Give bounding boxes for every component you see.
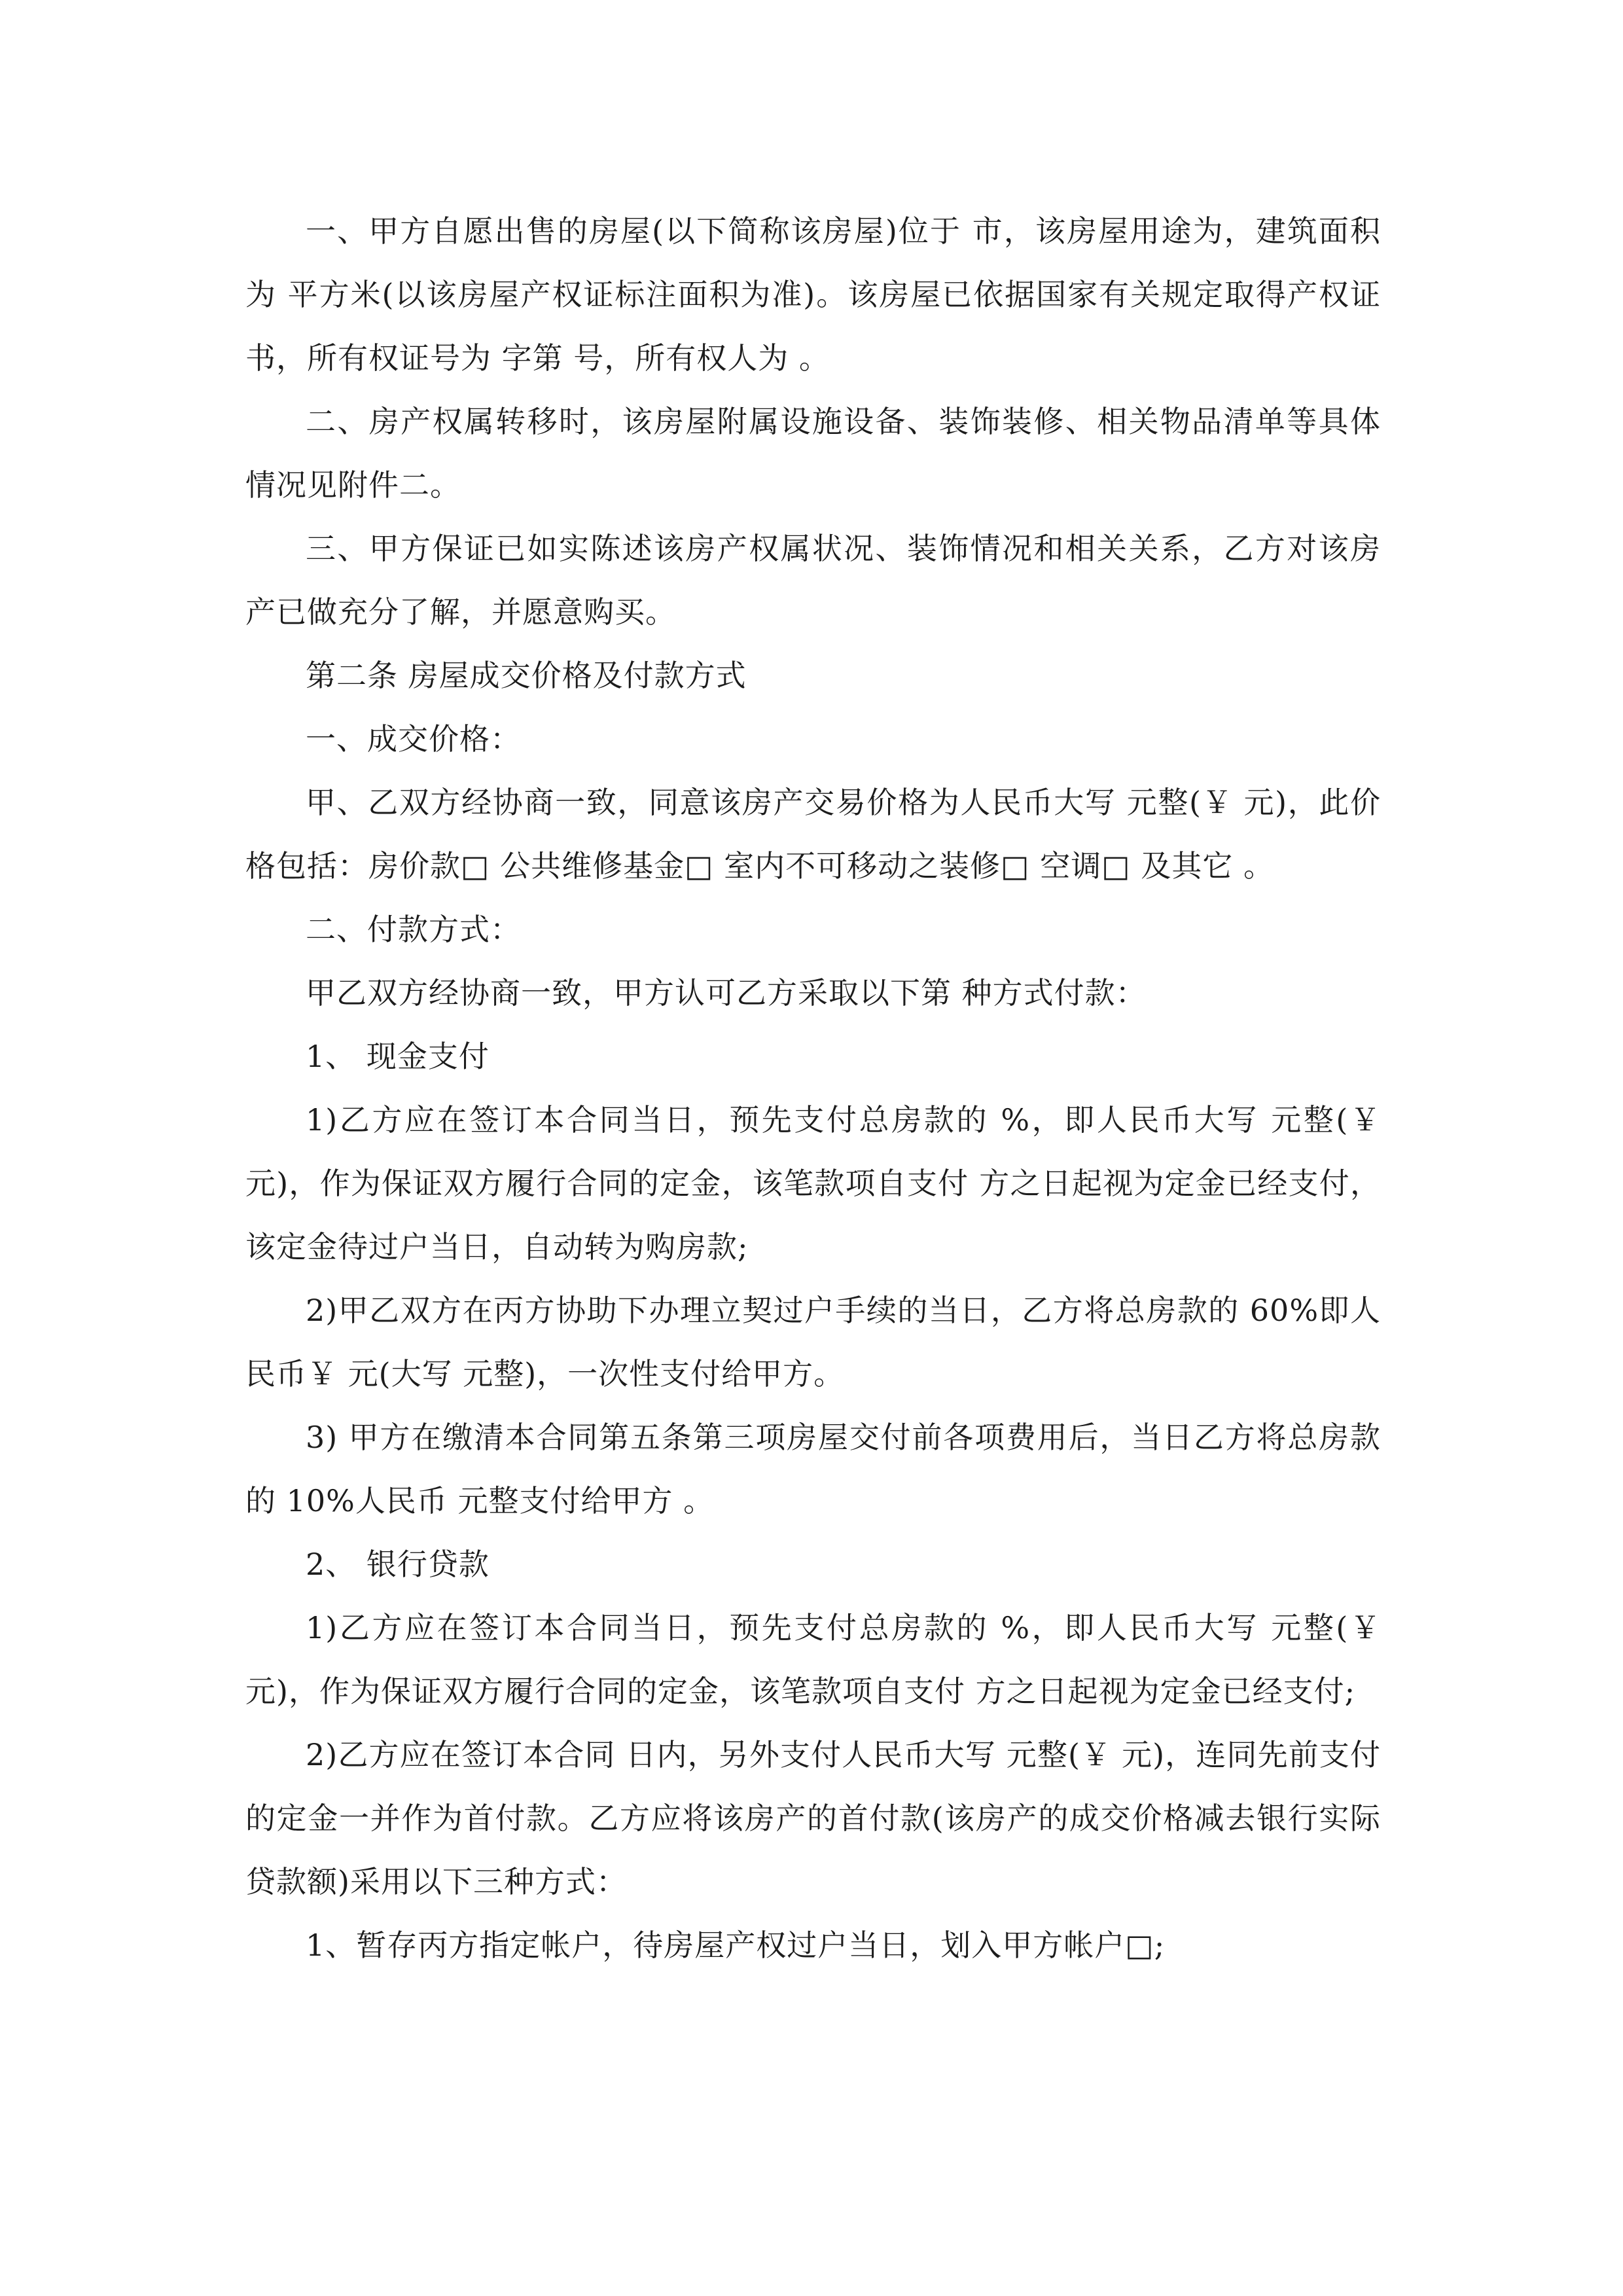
contract-page bbox=[245, 200, 1381, 1977]
bank-loan-heading: 2、 银行贷款 bbox=[306, 1547, 490, 1582]
article-2-heading: 第二条 房屋成交价格及付款方式 bbox=[306, 658, 747, 693]
payment-method-heading: 二、付款方式： bbox=[306, 912, 521, 947]
cash-payment-heading: 1、 现金支付 bbox=[306, 1039, 490, 1074]
bank-loan-item-2: 2)乙方应在签订本合同 日内，另外支付人民币大写 元整(￥ 元)，连同先前支付的定金一并作为首付款。乙方应将该房产的首付款(该房产的成交价格减去银行实际贷款额)采用以下三种方式： bbox=[245, 1737, 1381, 1899]
clause-1-property-location: 一、甲方自愿出售的房屋(以下简称该房屋)位于 市，该房屋用途为，建筑面积为 平方米(以该房屋产权证标注面积为准)。该房屋已依据国家有关规定取得产权证书，所有权证号为 字第 号，所有权人为 。 bbox=[245, 213, 1381, 376]
transaction-price-text: 甲、乙双方经协商一致，同意该房产交易价格为人民币大写 元整(￥ 元)，此价格包括：房价款□ 公共维修基金□ 室内不可移动之装修□ 空调□ 及其它 。 bbox=[245, 785, 1381, 884]
bank-loan-item-1: 1)乙方应在签订本合同当日，预先支付总房款的 %，即人民币大写 元整(￥ 元)，作为保证双方履行合同的定金，该笔款项自支付 方之日起视为定金已经支付; bbox=[245, 1610, 1381, 1709]
cash-payment-item-1: 1)乙方应在签订本合同当日，预先支付总房款的 %，即人民币大写 元整(￥ 元)，作为保证双方履行合同的定金，该笔款项自支付 方之日起视为定金已经支付，该定金待过户当日，自动转为购房款; bbox=[245, 1102, 1381, 1265]
clause-3-seller-guarantee: 三、甲方保证已如实陈述该房产权属状况、装饰情况和相关关系，乙方对该房产已做充分了解，并愿意购买。 bbox=[245, 531, 1381, 630]
transaction-price-heading: 一、成交价格： bbox=[306, 721, 521, 757]
bank-loan-option-1: 1、暂存丙方指定帐户，待房屋产权过户当日，划入甲方帐户□; bbox=[306, 1928, 1166, 1963]
cash-payment-item-2: 2)甲乙双方在丙方协助下办理立契过户手续的当日，乙方将总房款的 60%即人民币￥ 元(大写 元整)，一次性支付给甲方。 bbox=[245, 1293, 1381, 1391]
payment-method-intro: 甲乙双方经协商一致，甲方认可乙方采取以下第 种方式付款： bbox=[306, 975, 1147, 1011]
cash-payment-item-3: 3) 甲方在缴清本合同第五条第三项房屋交付前各项费用后，当日乙方将总房款的 10%人民币 元整支付给甲方 。 bbox=[245, 1420, 1381, 1518]
clause-2-attachments: 二、房产权属转移时，该房屋附属设施设备、装饰装修、相关物品清单等具体情况见附件二。 bbox=[245, 404, 1381, 503]
